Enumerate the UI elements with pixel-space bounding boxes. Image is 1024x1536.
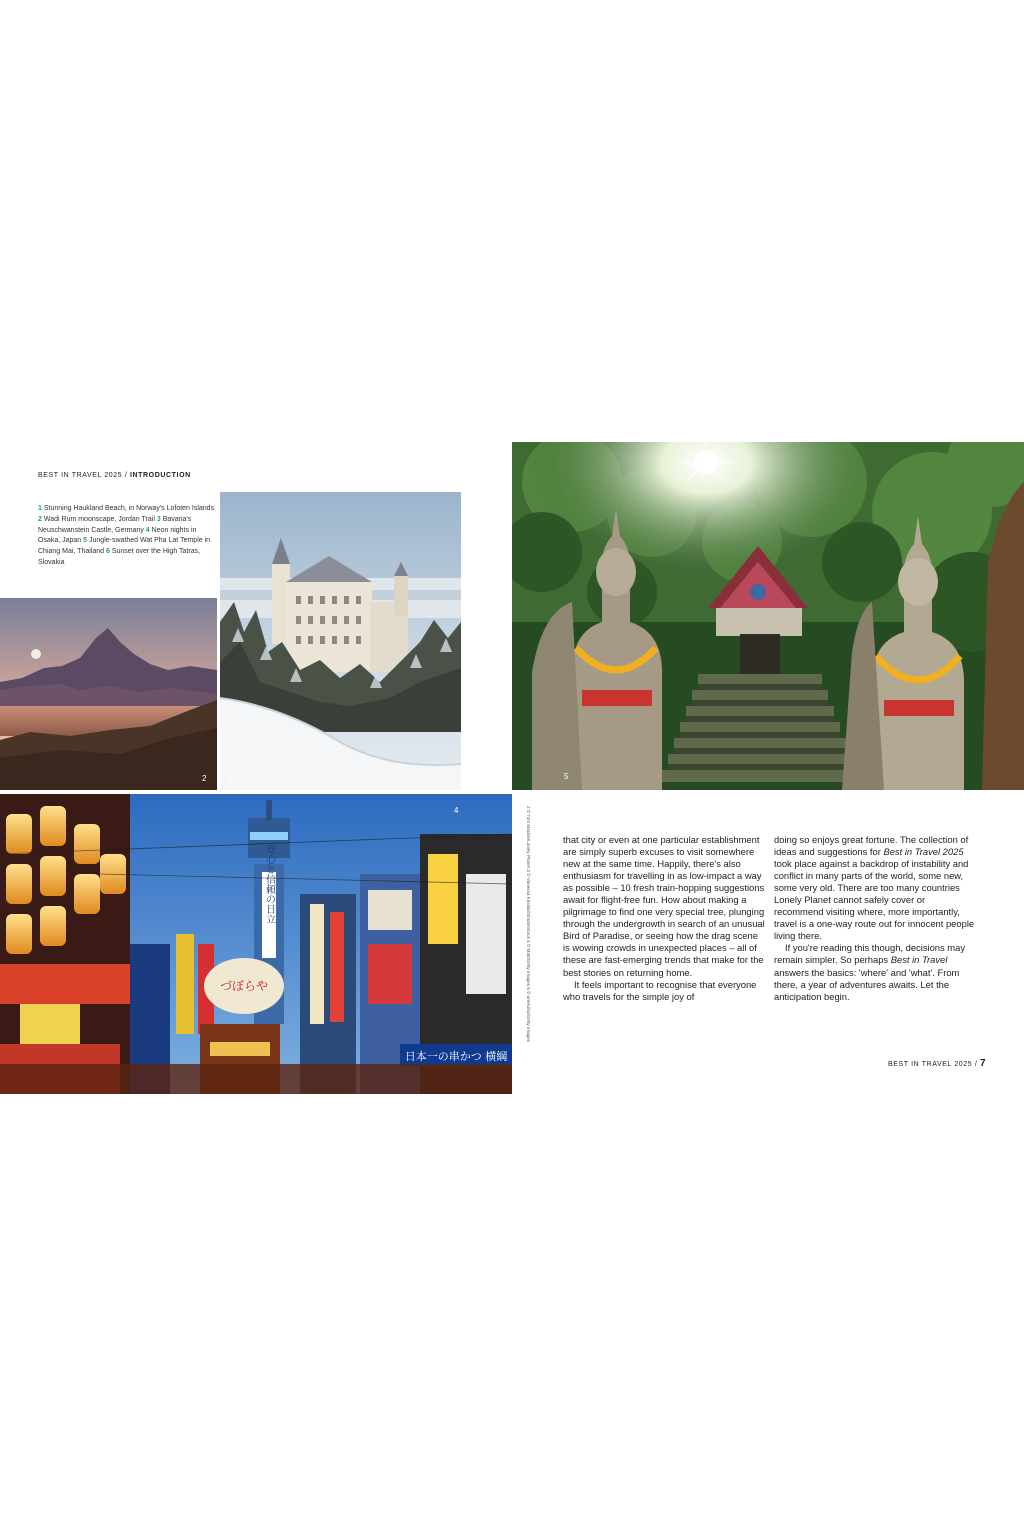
caption-number-3: 3: [156, 515, 161, 523]
caption-number-5: 5: [83, 537, 88, 545]
running-footer: [888, 1058, 986, 1069]
caption-number-2: 2: [38, 515, 42, 523]
caption-number-4: 4: [145, 526, 150, 534]
photo-wat-pha-lat: [512, 442, 1024, 790]
col1-paragraph-1: that city or even at one particular establishment are simply superb excuses to visit somewhere new at the same time. Happily, there's also enthusiasm for travelling in as low-impact a way as possible – 10 fresh train-hopping suggestions await for flight-free fun. How about making a pilgrimage to find one very special tree, plunging through the undergrowth in search of an unusual Bird of Paradise, or seeing how the drag scene is wowing crowds in unexpected places – all of these are fast-emerging trends that make for the best stories on returning home.: [563, 834, 765, 978]
col2-p1-italic: Best in Travel 2025: [883, 846, 964, 858]
tower-sign-text: 安心と信頼の日立: [263, 844, 275, 924]
footer-label: BEST IN TRAVEL 2025 /: [888, 1061, 980, 1068]
col2-p2-text-a: If you're reading this though, decisions may remain simpler. So perhaps: [774, 942, 966, 966]
photo-credit-text: 2 © Tom Mackie/Lonely Planet 3 © Vanessa Kristian/Shutterstock 4 © Matt/Getty Images 5 © anekoho/Getty Images: [526, 806, 531, 1043]
caption-number-1: 1: [38, 505, 42, 512]
caption-text-2: Wadi Rum moonscape, Jordan Trail: [43, 515, 155, 523]
page-number: 7: [979, 1058, 986, 1069]
header-title: INTRODUCTION: [129, 472, 191, 479]
caption-text-1: Stunning Haukland Beach, in Norway's Lofoten Islands: [43, 505, 215, 512]
photo-number-5: 5: [564, 772, 569, 781]
photo-number-3: 3: [228, 774, 233, 783]
banner-sign-text: 日本一の串かつ 横綱: [404, 1050, 508, 1063]
photo-caption: [38, 504, 216, 569]
caption-number-6: 6: [105, 548, 110, 556]
fugu-sign-text: づぼらや: [219, 979, 269, 993]
header-separator: /: [122, 472, 130, 479]
col2-p2-italic: Best in Travel: [890, 954, 948, 966]
col2-p1-text-a: doing so enjoys great fortune. The collection of ideas and suggestions for: [774, 834, 969, 858]
caption-text-5: Jungle-swathed Wat Pha Lat Temple in Chiang Mai, Thailand: [38, 537, 211, 556]
body-column-2: [774, 834, 976, 1003]
caption-text-3: Bavaria's Neuschwanstein Castle, Germany: [38, 515, 192, 534]
photo-wadi-rum: [0, 598, 217, 790]
photo-osaka: [0, 794, 512, 1094]
col2-p1-text-b: took place against a backdrop of instability and conflict in many parts of the world, some new, some very old. There are too many countries Lonely Planet cannot safely cover or recommend visiting where, more importantly, travel is a one-way route out for innocent people living there.: [774, 858, 975, 942]
photo-neuschwanstein: [220, 492, 461, 790]
col1-paragraph-2: It feels important to recognise that everyone who travels for the simple joy of: [563, 978, 757, 1002]
photo-number-4: 4: [454, 806, 459, 815]
col2-paragraph-1: [774, 834, 976, 942]
header-section: BEST IN TRAVEL 2025: [38, 472, 123, 479]
photo-number-2: 2: [202, 774, 207, 783]
caption-text-4: Neon nights in Osaka, Japan: [38, 526, 197, 545]
caption-text-6: Sunset over the High Tatras, Slovakia: [38, 548, 201, 566]
col2-paragraph-2: [774, 942, 976, 1002]
body-column-1: [563, 834, 765, 1003]
running-header: [38, 472, 191, 479]
col2-p2-text-b: answers the basics: 'where' and 'what'. From there, a year of adventures awaits. Let the anticipation begin.: [774, 966, 960, 1002]
photo-credit: [521, 806, 533, 1046]
